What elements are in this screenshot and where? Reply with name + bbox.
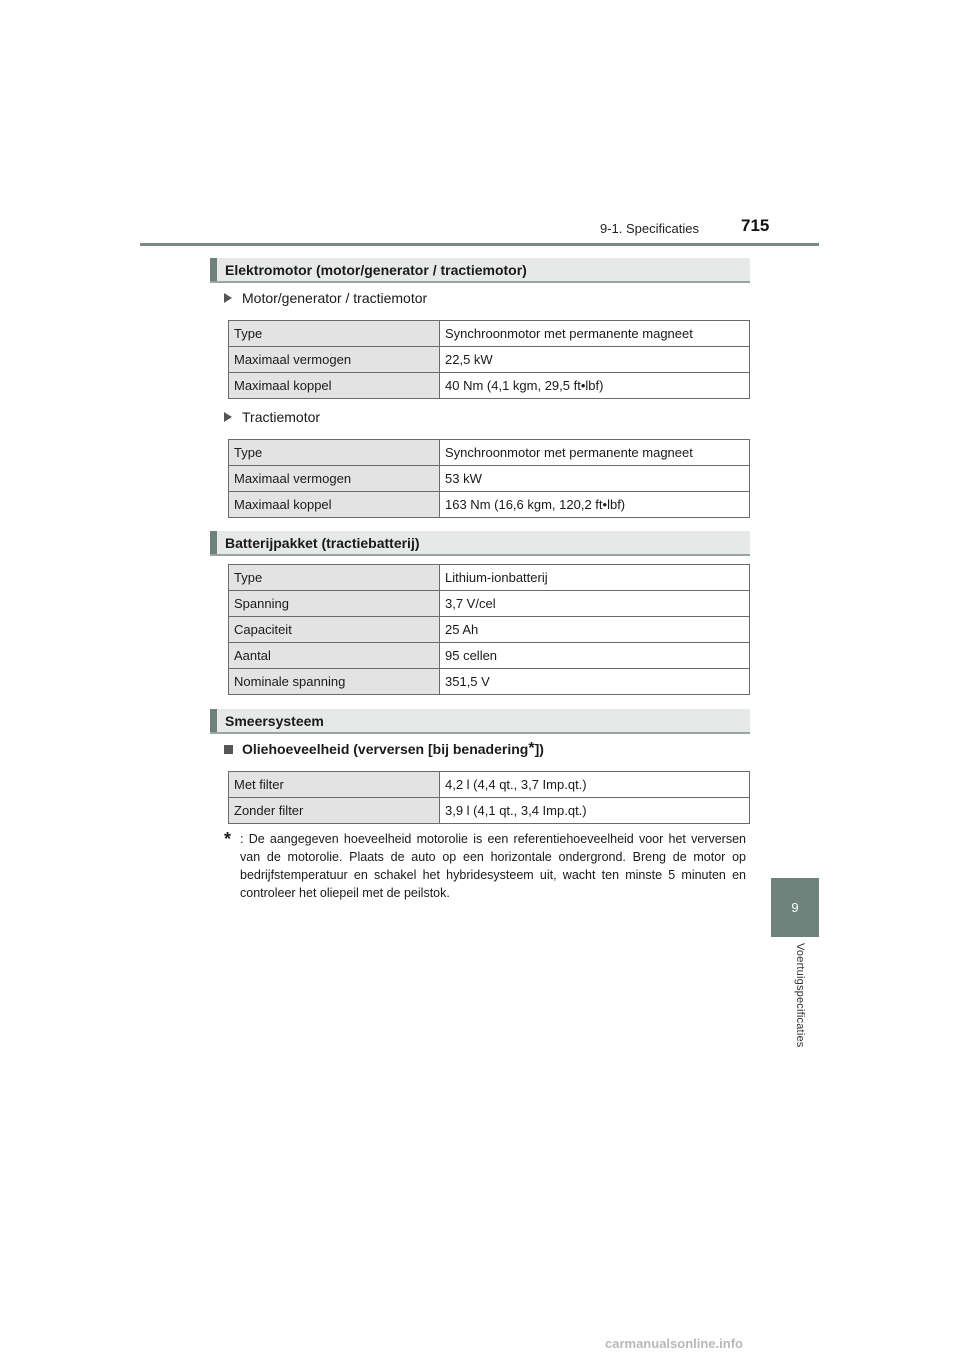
heading-bar <box>210 709 217 732</box>
table-battery <box>228 564 750 695</box>
cell-value: 3,7 V/cel <box>440 591 750 617</box>
cell-value: 53 kW <box>440 466 750 492</box>
cell-value: 25 Ah <box>440 617 750 643</box>
subheading-label: Motor/generator / tractiemotor <box>242 290 428 306</box>
table-row <box>229 321 750 347</box>
table-row <box>229 440 750 466</box>
table-row <box>229 617 750 643</box>
subheading-oil-quantity: Oliehoeveelheid (verversen [bij benadering * ]) <box>224 741 544 757</box>
cell-key: Type <box>229 565 440 591</box>
triangle-bullet-icon <box>224 412 232 422</box>
section-title: Elektromotor (motor/generator / tractiemotor) <box>225 261 527 278</box>
cell-value: 95 cellen <box>440 643 750 669</box>
cell-value: 22,5 kW <box>440 347 750 373</box>
table-motor-generator <box>228 320 750 399</box>
table-row <box>229 373 750 399</box>
cell-key: Spanning <box>229 591 440 617</box>
subheading-label-end: ]) <box>534 741 544 757</box>
cell-key: Type <box>229 321 440 347</box>
watermark: carmanualsonline.info <box>605 1336 743 1351</box>
cell-value: 3,9 l (4,1 qt., 3,4 Imp.qt.) <box>440 798 750 824</box>
section-title: Batterijpakket (tractiebatterij) <box>225 534 420 551</box>
section-heading-lubrication <box>210 709 750 734</box>
table-row <box>229 643 750 669</box>
cell-value: 351,5 V <box>440 669 750 695</box>
subheading-motor-generator <box>224 290 427 306</box>
heading-bar <box>210 531 217 554</box>
cell-value: Synchroonmotor met permanente magneet <box>440 321 750 347</box>
footnote-star: * <box>224 829 232 849</box>
subheading-label: Tractiemotor <box>242 409 321 425</box>
table-row <box>229 798 750 824</box>
table-row <box>229 669 750 695</box>
cell-key: Met filter <box>229 772 440 798</box>
triangle-bullet-icon <box>224 293 232 303</box>
cell-value: 163 Nm (16,6 kgm, 120,2 ft•lbf) <box>440 492 750 518</box>
cell-key: Capaciteit <box>229 617 440 643</box>
cell-value: 40 Nm (4,1 kgm, 29,5 ft•lbf) <box>440 373 750 399</box>
table-row <box>229 347 750 373</box>
subheading-tractiemotor <box>224 409 320 425</box>
footnote-text: : De aangegeven hoeveelheid motorolie is een referentiehoeveelheid voor het verversen van de motorolie. Plaats de auto op een horizontale ondergrond. Breng de motor op bedrijfstemperatuur en schakel het hybridesysteem uit, wacht ten minste 5 minuten en controleer het oliepeil met de peilstok. <box>240 832 746 900</box>
table-row <box>229 565 750 591</box>
chapter-tab: 9 <box>771 878 819 937</box>
section-heading-battery <box>210 531 750 556</box>
footnote <box>224 830 746 902</box>
cell-key: Zonder filter <box>229 798 440 824</box>
square-bullet-icon <box>224 745 233 754</box>
chapter-label: Voertuigspecificaties <box>794 943 806 1048</box>
table-row <box>229 466 750 492</box>
table-tractiemotor <box>228 439 750 518</box>
table-row <box>229 492 750 518</box>
subheading-label: Oliehoeveelheid (verversen [bij benadering <box>242 741 529 757</box>
table-row <box>229 772 750 798</box>
cell-value: 4,2 l (4,4 qt., 3,7 Imp.qt.) <box>440 772 750 798</box>
cell-value: Lithium-ionbatterij <box>440 565 750 591</box>
page-number: 715 <box>741 216 770 235</box>
heading-bar <box>210 258 217 281</box>
cell-value: Synchroonmotor met permanente magneet <box>440 440 750 466</box>
table-row <box>229 591 750 617</box>
cell-key: Nominale spanning <box>229 669 440 695</box>
cell-key: Maximaal vermogen <box>229 347 440 373</box>
table-oil-quantity <box>228 771 750 824</box>
cell-key: Maximaal koppel <box>229 492 440 518</box>
section-heading-electromotor <box>210 258 750 283</box>
header-section-title: 9-1. Specificaties <box>600 221 699 236</box>
header-rule <box>140 243 819 246</box>
cell-key: Aantal <box>229 643 440 669</box>
cell-key: Type <box>229 440 440 466</box>
section-title: Smeersysteem <box>225 712 324 729</box>
cell-key: Maximaal vermogen <box>229 466 440 492</box>
cell-key: Maximaal koppel <box>229 373 440 399</box>
